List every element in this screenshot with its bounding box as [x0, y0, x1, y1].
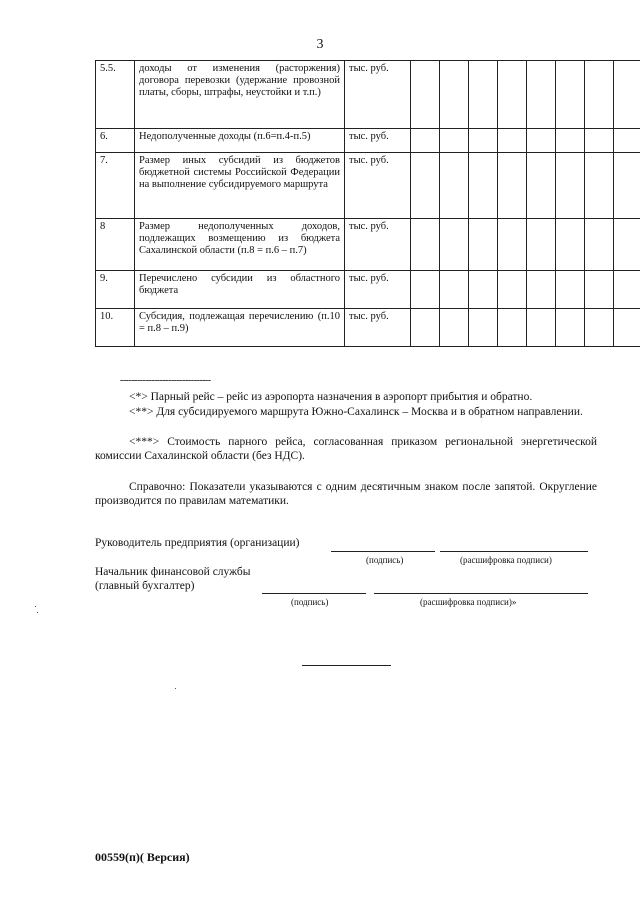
- value-cell: [556, 61, 585, 129]
- value-cell: [469, 153, 498, 219]
- value-cell: [411, 153, 440, 219]
- row-description: Недополученные доходы (п.6=п.4-п.5): [135, 129, 345, 153]
- value-cell: [469, 61, 498, 129]
- scan-speck: [37, 612, 38, 613]
- value-cell: [614, 61, 640, 129]
- document-code: 00559(п)( Версия): [95, 850, 190, 864]
- value-cell: [556, 309, 585, 347]
- footnote-1: <*> Парный рейс – рейс из аэропорта назначения в аэропорт прибытия и обратно.: [129, 391, 533, 403]
- table-row: [96, 61, 640, 129]
- row-unit: тыс. руб.: [345, 309, 411, 347]
- closing-rule: [302, 665, 391, 666]
- row-unit: тыс. руб.: [345, 153, 411, 219]
- value-cell: [440, 61, 469, 129]
- value-cell: [469, 129, 498, 153]
- table-row: [96, 309, 640, 347]
- value-cell: [440, 129, 469, 153]
- footnote-2: <**> Для субсидируемого маршрута Южно-Сахалинск – Москва и в обратном направлении.: [129, 406, 583, 418]
- head-decode-line: [440, 551, 588, 552]
- value-cell: [585, 153, 614, 219]
- subsidy-table: [95, 60, 640, 347]
- scan-speck: [35, 606, 36, 607]
- value-cell: [411, 129, 440, 153]
- value-cell: [556, 153, 585, 219]
- finance-signature-label-1: Начальник финансовой службы: [95, 566, 251, 578]
- value-cell: [498, 153, 527, 219]
- value-cell: [585, 271, 614, 309]
- value-cell: [411, 61, 440, 129]
- head-caption-decode: (расшифровка подписи): [460, 555, 552, 565]
- row-number: 8: [96, 219, 135, 271]
- value-cell: [527, 153, 556, 219]
- finance-decode-line: [374, 593, 588, 594]
- value-cell: [527, 309, 556, 347]
- finance-signature-line: [262, 593, 366, 594]
- head-caption-sign: (подпись): [366, 555, 404, 565]
- value-cell: [440, 153, 469, 219]
- table-row: [96, 129, 640, 153]
- page-number: 3: [316, 37, 324, 52]
- head-signature-label: Руководитель предприятия (организации): [95, 537, 300, 549]
- finance-caption-sign: (подпись): [291, 597, 329, 607]
- row-number: 9.: [96, 271, 135, 309]
- value-cell: [585, 129, 614, 153]
- value-cell: [585, 309, 614, 347]
- value-cell: [498, 129, 527, 153]
- value-cell: [556, 129, 585, 153]
- value-cell: [585, 219, 614, 271]
- value-cell: [556, 271, 585, 309]
- value-cell: [411, 309, 440, 347]
- value-cell: [614, 309, 640, 347]
- row-unit: тыс. руб.: [345, 61, 411, 129]
- row-unit: тыс. руб.: [345, 129, 411, 153]
- value-cell: [527, 219, 556, 271]
- value-cell: [469, 309, 498, 347]
- value-cell: [440, 219, 469, 271]
- value-cell: [556, 219, 585, 271]
- row-description: доходы от изменения (расторжения) договора перевозки (удержание провозной платы, сборы, штрафы, неустойки и т.п.): [135, 61, 345, 129]
- row-number: 7.: [96, 153, 135, 219]
- value-cell: [614, 271, 640, 309]
- row-unit: тыс. руб.: [345, 219, 411, 271]
- value-cell: [527, 61, 556, 129]
- value-cell: [527, 129, 556, 153]
- value-cell: [411, 219, 440, 271]
- value-cell: [585, 61, 614, 129]
- table-row: [96, 271, 640, 309]
- value-cell: [614, 153, 640, 219]
- value-cell: [411, 271, 440, 309]
- value-cell: [469, 219, 498, 271]
- table-row: [96, 153, 640, 219]
- value-cell: [469, 271, 498, 309]
- row-number: 6.: [96, 129, 135, 153]
- footnote-3: <***> Стоимость парного рейса, согласованная приказом региональной энергетической комиссии Сахалинской области (без НДС).: [95, 436, 597, 462]
- value-cell: [440, 271, 469, 309]
- row-number: 5.5.: [96, 61, 135, 129]
- value-cell: [614, 219, 640, 271]
- value-cell: [614, 129, 640, 153]
- row-description: Размер иных субсидий из бюджетов бюджетной системы Российской Федерации на выполнение субсидируемого маршрута: [135, 153, 345, 219]
- head-signature-line: [331, 551, 435, 552]
- value-cell: [440, 309, 469, 347]
- row-description: Перечислено субсидии из областного бюджета: [135, 271, 345, 309]
- footnote-separator: --------------------------------: [120, 375, 211, 386]
- row-description: Размер недополученных доходов, подлежащих возмещению из бюджета Сахалинской области (п.8 = п.6 – п.7): [135, 219, 345, 271]
- value-cell: [498, 61, 527, 129]
- row-number: 10.: [96, 309, 135, 347]
- reference-note: Справочно: Показатели указываются с одним десятичным знаком после запятой. Округление производится по правилам математики.: [95, 481, 597, 507]
- row-unit: тыс. руб.: [345, 271, 411, 309]
- value-cell: [498, 271, 527, 309]
- value-cell: [498, 219, 527, 271]
- finance-signature-label-2: (главный бухгалтер): [95, 580, 195, 592]
- table-row: [96, 219, 640, 271]
- scan-speck: [175, 688, 176, 689]
- value-cell: [498, 309, 527, 347]
- finance-caption-decode: (расшифровка подписи)»: [420, 597, 517, 607]
- row-description: Субсидия, подлежащая перечислению (п.10 = п.8 – п.9): [135, 309, 345, 347]
- value-cell: [527, 271, 556, 309]
